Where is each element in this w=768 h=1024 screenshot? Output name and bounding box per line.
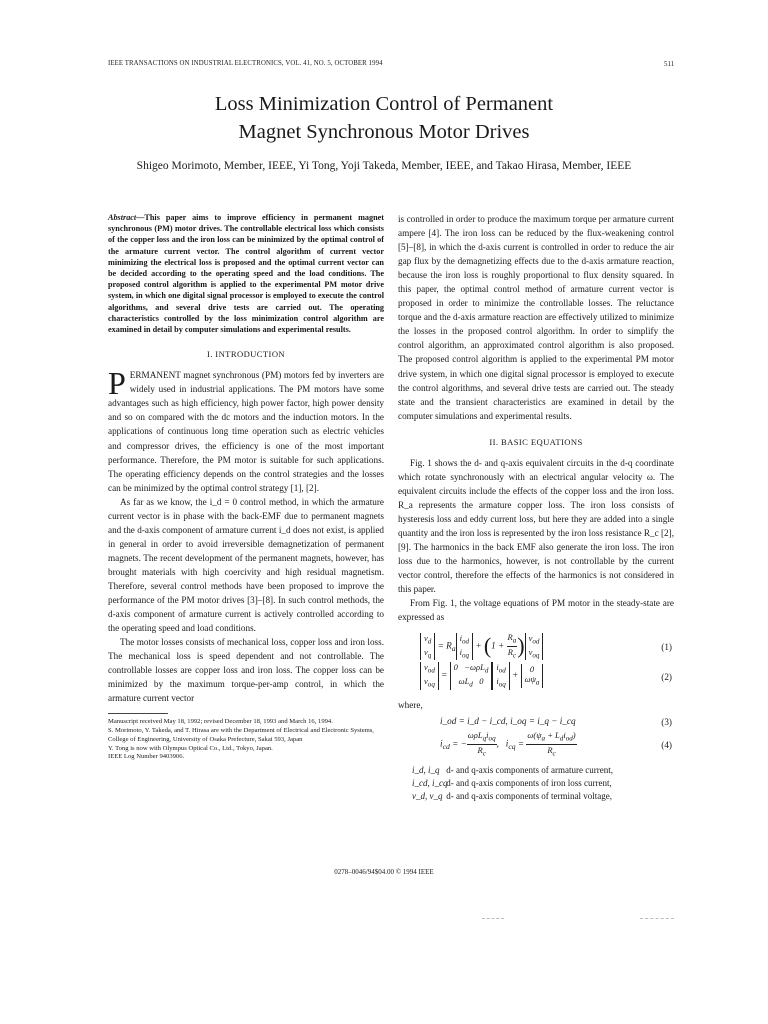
author-list: Shigeo Morimoto, Member, IEEE, Yi Tong, Yoji Takeda, Member, IEEE, and Takao Hirasa, Member, IEEE xyxy=(136,160,632,172)
drop-cap: P xyxy=(108,365,126,402)
equation-3-number: (3) xyxy=(661,717,672,728)
left-column xyxy=(108,212,384,762)
title-line-2: Magnet Synchronous Motor Drives xyxy=(238,121,530,143)
symbol-row xyxy=(398,790,674,803)
footnotes xyxy=(108,718,384,762)
section-heading-introduction: I. INTRODUCTION xyxy=(206,349,286,360)
equation-1 xyxy=(398,632,674,662)
equations-paragraph-1: Fig. 1 shows the d- and q-axis equivalent circuits in the d-q coordinate which rotate synchronously with an electrical angular velocity ω. The equivalent circuits include the effects of the copper loss and the iron loss. R_a represents the armature copper loss. The iron loss consists of hysteresis loss and eddy current loss, but here they are added into a single quantity and the iron loss is represented by the iron loss resistance R_c [2], [9]. The harmonics in the back EMF also generate the iron loss. The iron loss due to the harmonics, however, is not controllable by the current vector control, therefore the effects of the harmonics is not considered in this paper. xyxy=(398,457,674,595)
section-heading-basic-equations: II. BASIC EQUATIONS xyxy=(489,436,583,447)
equation-4-body: $i_{cd}$ = − $\frac{\omega\rho L_qi_{oq}}{R_c}$ , $i_{cq}$ = $\frac{\omega(\psi_a + L_di_{od})}{R_c}$ xyxy=(440,730,576,758)
footnote-affiliation: S. Morimoto, Y. Takeda, and T. Hirasa are with the Department of Electrical and Electronic Systems, College of Engineering, University of Osaka Prefecture, Sakai 593, Japan xyxy=(108,727,374,743)
symbol-list xyxy=(398,764,674,803)
symbol-row xyxy=(398,764,674,777)
scan-artifact xyxy=(640,918,674,920)
footnote-received: Manuscript received May 18, 1992; revised December 18, 1993 and March 16, 1994. xyxy=(108,718,333,726)
intro-paragraph-1-text: ERMANENT magnet synchronous (PM) motors fed by inverters are widely used in industrial applications. The PM motors have some advantages such as high efficiency, high power factor, high power density and so on compared with the dc motors and the induction motors. In the applications of continuous long time operation such as electric vehicles and compressor drives, the efficiency is one of the most important performance. Therefore, the PM motor is suitable for such applications. The operating efficiency depends on the control strategies and the losses can be minimized by the optimal control strategy [1], [2]. xyxy=(108,370,384,493)
running-head: IEEE TRANSACTIONS ON INDUSTRIAL ELECTRONICS, VOL. 41, NO. 5, OCTOBER 1994 xyxy=(108,60,383,67)
scan-artifact xyxy=(482,918,504,920)
symbol-name: i_d, i_q xyxy=(412,765,440,776)
intro-paragraph-3: The motor losses consists of mechanical loss, copper loss and iron loss. The mechanical loss is speed dependent and not controllable. The controllable losses are copper loss and iron loss. The copper loss can be minimized by the maximum torque-per-amp control, in which the armature current vector xyxy=(108,637,384,704)
footnote-log-number: IEEE Log Number 9403906. xyxy=(108,753,185,761)
where-label: where, xyxy=(398,700,423,711)
equation-3 xyxy=(398,714,674,730)
intro-paragraph-1 xyxy=(108,365,384,494)
equation-2-number: (2) xyxy=(661,672,672,683)
equations-paragraph-2: From Fig. 1, the voltage equations of PM motor in the steady-state are expressed as xyxy=(398,598,674,623)
equation-2-body: $v_{od}$ $v_{oq} = 0 -\omega\rho L_d$ $\omega L_d$ $0i_{od}$ $i_{oq} + 0$ $\omega\psi_a$ xyxy=(420,662,543,689)
symbol-name: i_cd, i_cq xyxy=(412,778,448,789)
footnote-tong: Y. Tong is now with Olympus Optical Co., Ltd., Tokyo, Japan. xyxy=(108,744,273,752)
equation-2 xyxy=(398,662,674,692)
abstract xyxy=(108,212,384,335)
abstract-text: This paper aims to improve efficiency in permanent magnet synchronous (PM) motor drives. The controllable electrical loss which consists of the copper loss and the iron loss can be minimized by the optimal control of the armature current vector. The control algorithm of current vector minimizing the electrical loss is proposed and the optimal current vector can be decided according to the operating speed and the load conditions. The proposed control algorithm is applied to the experimental PM motor drive system, in which one digital signal processor is employed to execute the control algorithms, and several drive tests are carried out. The operating characteristics controlled by the loss minimization control algorithm are examined in detail by computer simulations and experimental results. xyxy=(108,213,384,335)
paper-title xyxy=(0,90,768,146)
abstract-label: Abstract— xyxy=(108,213,145,222)
equation-4-number: (4) xyxy=(661,740,672,751)
equation-4 xyxy=(398,730,674,760)
symbol-description: d- and q-axis components of armature current, xyxy=(446,765,613,776)
symbol-row xyxy=(398,777,674,790)
copyright-line: 0278–0046/94$04.00 © 1994 IEEE xyxy=(334,868,434,876)
symbol-description: d- and q-axis components of iron loss current, xyxy=(446,778,612,789)
footnote-divider xyxy=(108,713,168,714)
symbol-name: v_d, v_q xyxy=(412,791,443,802)
symbol-description: d- and q-axis components of terminal voltage, xyxy=(446,791,612,802)
right-paragraph-1: is controlled in order to produce the maximum torque per armature current ampere [4]. The iron loss can be reduced by the flux-weakening control [5]–[8], in which the d-axis current is controlled in order to reduce the air gap flux by the demagnetizing effects due to the d-axis armature reaction, because the iron loss is roughly proportional to flux density squared. In this paper, the optimal control method of armature current vector is proposed in order to minimize the controllable losses. The reluctance torque and the d-axis armature reaction are effectively utilized to minimize the losses in the proposed control algorithm. In order to simplify the control algorithm, an approximated control algorithm is also proposed. The proposed control algorithm is applied to the experimental PM motor drive system, in which one digital signal processor is employed to execute the control algorithms, and several drive tests are carried out. The steady state and the transient characteristics are examined in detail by the computer simulations and experimental results. xyxy=(398,214,674,421)
page-number: 511 xyxy=(664,60,675,68)
right-column xyxy=(398,212,674,803)
equation-1-body: $v_d$ $v_q = R_ai_{od}$ $i_{oq} + (1$ + $\frac{R_a}{R_c}$ ) $v_{od}$ $v_{oq}$ xyxy=(420,632,543,660)
title-line-1: Loss Minimization Control of Permanent xyxy=(214,93,554,115)
equation-1-number: (1) xyxy=(661,642,672,653)
equation-3-body: i_od = i_d − i_cd, i_oq = i_q − i_cq xyxy=(440,716,576,727)
intro-paragraph-2: As far as we know, the i_d = 0 control method, in which the armature current vector is in phase with the back-EMF due to permanent magnets and the d-axis component of armature current i_d does not exist, is applied in general in order to avoid irreversible demagnetization of permanent magnets. The recent development of the permanent magnets, however, has brought materials with high coercivity and high residual magnetism. Therefore, several control methods have been proposed to improve the performance of the PM motor drives [3]–[8]. In such control methods, the d-axis component of armature current is actively controlled according to the operating speed and load conditions. xyxy=(108,496,384,634)
